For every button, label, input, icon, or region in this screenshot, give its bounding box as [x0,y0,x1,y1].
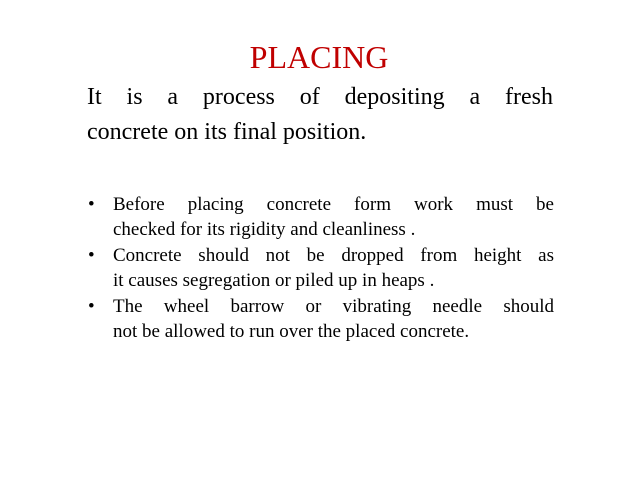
intro-line: concrete on its final position. [87,119,367,145]
bullet-icon: • [88,245,95,266]
bullet-line: Concrete should not be dropped from height as [113,245,554,266]
bullet-item [88,295,554,344]
slide-title: PLACING [249,39,389,75]
intro-paragraph [87,80,553,150]
bullet-icon: • [88,194,95,215]
bullet-line: The wheel barrow or vibrating needle should [113,296,554,317]
intro-line: It is a process of depositing a fresh [87,84,553,110]
bullet-list [88,193,554,346]
bullet-line: Before placing concrete form work must be [113,194,554,215]
bullet-item [88,193,554,242]
bullet-line: not be allowed to run over the placed concrete. [113,320,470,342]
bullet-line: checked for its rigidity and cleanliness . [113,218,416,240]
bullet-item [88,244,554,293]
bullet-icon: • [88,296,95,317]
bullet-line: it causes segregation or piled up in heaps . [113,269,435,291]
